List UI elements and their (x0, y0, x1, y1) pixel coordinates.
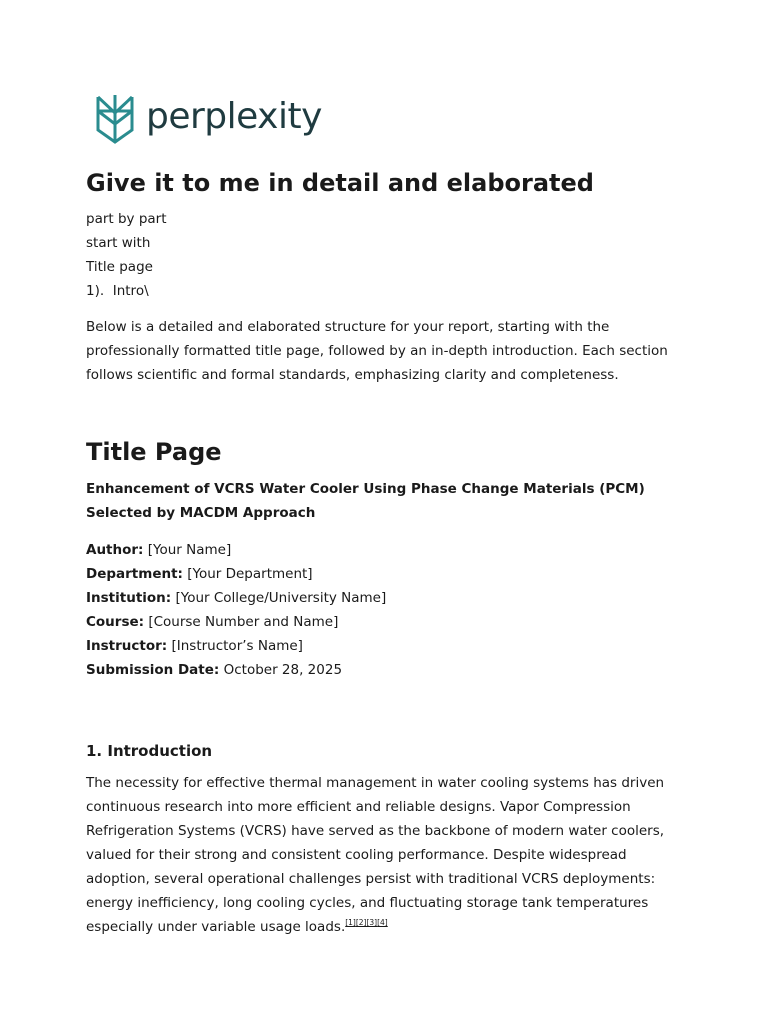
citation-link-2[interactable]: [2] (355, 918, 367, 927)
query-line: Title page (86, 259, 153, 275)
field-course (86, 610, 386, 634)
field-label: Department: (86, 566, 183, 582)
field-department (86, 562, 386, 586)
field-label: Course: (86, 614, 145, 630)
field-value: [Your College/University Name] (171, 590, 387, 606)
introduction-paragraph (86, 771, 686, 939)
query-line: start with (86, 235, 151, 251)
field-label: Institution: (86, 590, 172, 606)
field-value: [Your Department] (182, 566, 313, 582)
citation-link-3[interactable]: [3] (366, 918, 378, 927)
query-line: part by part (86, 211, 167, 227)
field-value: October 28, 2025 (219, 662, 343, 678)
intro-paragraph: Below is a detailed and elaborated structure for your report, starting with the professionally formatted title page, followed by an in-depth introduction. Each section follows scientific and formal standards, emphasizing clarity and completeness. (86, 319, 668, 383)
query-line: 1). Intro\ (86, 283, 149, 299)
field-label: Instructor: (86, 638, 168, 654)
introduction-text: The necessity for effective thermal management in water cooling systems has driven continuous research into more efficient and reliable designs. Vapor Compression Refrigeration Systems (VCRS) have served as the backbone of modern water coolers, valued for their strong and consistent cooling performance. Despite widespread adoption, several operational challenges persist with traditional VCRS deployments: energy inefficiency, long cooling cycles, and fluctuating storage tank temperatures especially under variable usage loads. (86, 775, 665, 935)
citation-link-1[interactable]: [1] (345, 918, 356, 927)
citation-refs (345, 918, 388, 927)
field-value: [Your Name] (143, 542, 232, 558)
field-value: [Course Number and Name] (144, 614, 339, 630)
field-author (86, 538, 386, 562)
report-title: Enhancement of VCRS Water Cooler Using Phase Change Materials (PCM) Selected by MACDM Approach (86, 481, 645, 521)
field-institution (86, 586, 386, 610)
title-page-fields (86, 538, 386, 682)
query-lines (86, 207, 167, 303)
query-title: Give it to me in detail and elaborated (86, 169, 594, 197)
field-submission-date (86, 658, 386, 682)
title-page-heading: Title Page (86, 438, 222, 466)
field-value: [Instructor’s Name] (167, 638, 303, 654)
perplexity-logo (94, 94, 322, 144)
perplexity-wordmark: perplexity (146, 96, 322, 137)
field-label: Author: (86, 542, 144, 558)
field-instructor (86, 634, 386, 658)
perplexity-logo-icon (94, 94, 136, 144)
citation-link-4[interactable]: [4] (377, 918, 388, 927)
field-label: Submission Date: (86, 662, 220, 678)
introduction-heading: 1. Introduction (86, 742, 213, 760)
